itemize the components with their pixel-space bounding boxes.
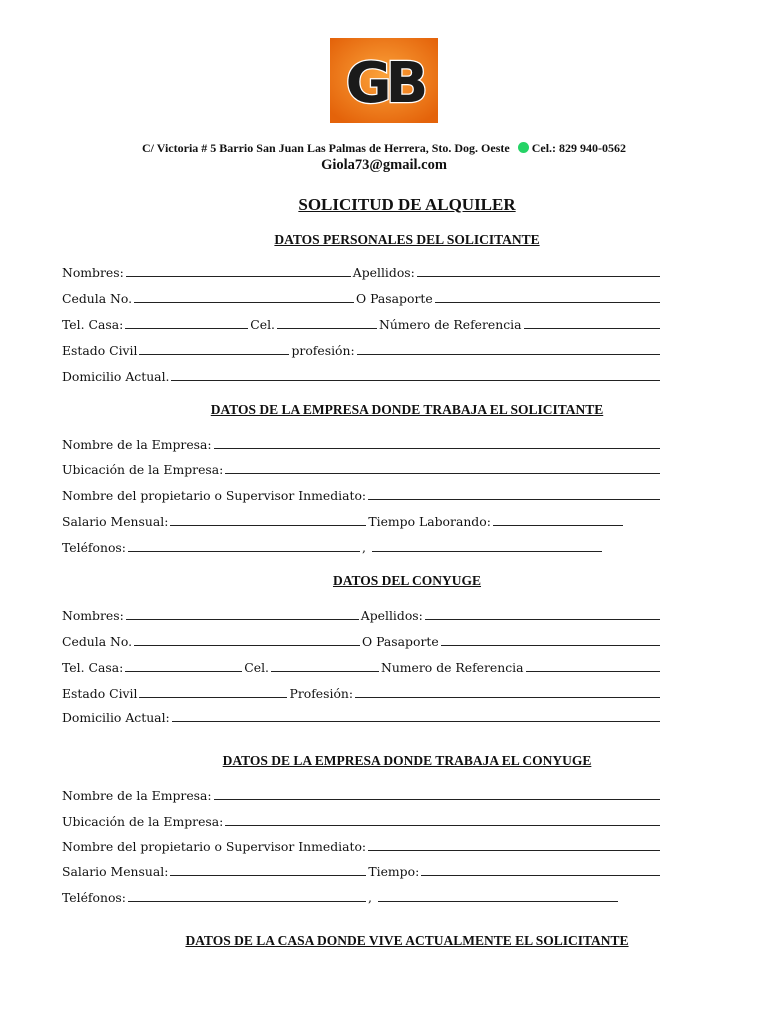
row-nombre-empresa	[62, 434, 662, 452]
field-tiempo-laborando[interactable]	[493, 525, 623, 526]
field-cel[interactable]	[277, 328, 377, 329]
field-propietario[interactable]	[368, 499, 660, 500]
row-salario-tiempo	[62, 511, 662, 529]
label-conyuge-nombre-empresa: Nombre de la Empresa:	[62, 788, 212, 803]
label-conyuge-propietario: Nombre del propietario o Supervisor Inmediato:	[62, 839, 367, 854]
label-conyuge-cel: Cel.	[244, 660, 269, 675]
row-propietario	[62, 485, 662, 503]
row-conyuge-domicilio	[62, 707, 662, 725]
field-conyuge-referencia[interactable]	[526, 671, 660, 672]
label-conyuge-pasaporte: O Pasaporte	[362, 634, 439, 649]
label-conyuge-tel-casa: Tel. Casa:	[62, 660, 124, 675]
row-estado-profesion	[62, 340, 662, 358]
field-conyuge-nombre-empresa[interactable]	[214, 799, 660, 800]
row-cedula-pasaporte	[62, 288, 662, 306]
label-domicilio: Domicilio Actual.	[62, 369, 170, 384]
field-conyuge-cedula[interactable]	[134, 645, 360, 646]
comma-separator: ,	[361, 540, 366, 555]
field-conyuge-propietario[interactable]	[368, 850, 660, 851]
email-text: Giola73@gmail.com	[321, 157, 447, 173]
label-conyuge-domicilio: Domicilio Actual:	[62, 710, 170, 725]
field-cedula[interactable]	[134, 302, 354, 303]
label-conyuge-ubicacion-empresa: Ubicación de la Empresa:	[62, 814, 224, 829]
row-conyuge-ubicacion-empresa	[62, 811, 662, 829]
field-conyuge-cel[interactable]	[271, 671, 379, 672]
label-apellidos: Apellidos:	[352, 265, 415, 280]
section-house-title: DATOS DE LA CASA DONDE VIVE ACTUALMENTE EL SOLICITANTE	[185, 933, 629, 948]
label-nombre-empresa: Nombre de la Empresa:	[62, 437, 212, 452]
label-cel: Cel.	[250, 317, 275, 332]
field-conyuge-tel-casa[interactable]	[125, 671, 242, 672]
label-conyuge-profesion: Profesión:	[289, 686, 354, 701]
label-propietario: Nombre del propietario o Supervisor Inmediato:	[62, 488, 367, 503]
field-domicilio[interactable]	[171, 380, 660, 381]
field-conyuge-tiempo[interactable]	[421, 875, 660, 876]
label-conyuge-referencia: Numero de Referencia	[380, 660, 524, 675]
field-conyuge-telefono-2[interactable]	[378, 901, 618, 902]
field-telefono-2[interactable]	[372, 551, 602, 552]
label-conyuge-apellidos: Apellidos:	[360, 608, 423, 623]
row-telefonos	[62, 314, 662, 332]
row-conyuge-nombre-empresa	[62, 785, 662, 803]
row-nombres-apellidos	[62, 262, 662, 280]
row-ubicacion-empresa	[62, 459, 662, 477]
section-spouse-employer-title: DATOS DE LA EMPRESA DONDE TRABAJA EL CONYUGE	[222, 753, 592, 768]
label-salario: Salario Mensual:	[62, 514, 169, 529]
label-conyuge-nombres: Nombres:	[62, 608, 124, 623]
logo-text: GB	[345, 51, 423, 116]
label-conyuge-telefonos: Teléfonos:	[62, 890, 126, 905]
company-logo	[330, 38, 438, 123]
label-estado-civil: Estado Civil	[62, 343, 138, 358]
field-salario[interactable]	[170, 525, 366, 526]
form-title: SOLICITUD DE ALQUILER	[298, 195, 516, 214]
row-telefonos-empresa	[62, 537, 662, 555]
field-conyuge-ubicacion-empresa[interactable]	[225, 825, 660, 826]
contact-line	[0, 141, 768, 156]
label-conyuge-salario: Salario Mensual:	[62, 864, 169, 879]
field-nombres[interactable]	[126, 276, 351, 277]
row-conyuge-cedula-pasaporte	[62, 631, 662, 649]
field-conyuge-domicilio[interactable]	[172, 721, 660, 722]
field-apellidos[interactable]	[417, 276, 660, 277]
field-conyuge-telefono-1[interactable]	[128, 901, 366, 902]
field-conyuge-salario[interactable]	[170, 875, 366, 876]
field-pasaporte[interactable]	[435, 302, 660, 303]
label-conyuge-cedula: Cedula No.	[62, 634, 133, 649]
label-conyuge-estado-civil: Estado Civil	[62, 686, 138, 701]
phone-text: Cel.: 829 940-0562	[531, 141, 627, 155]
label-referencia: Número de Referencia	[378, 317, 522, 332]
label-telefonos: Teléfonos:	[62, 540, 126, 555]
label-nombres: Nombres:	[62, 265, 124, 280]
field-referencia[interactable]	[524, 328, 660, 329]
section-spouse-title: DATOS DEL CONYUGE	[332, 573, 482, 588]
field-conyuge-profesion[interactable]	[355, 697, 660, 698]
field-telefono-1[interactable]	[128, 551, 360, 552]
label-cedula: Cedula No.	[62, 291, 133, 306]
row-conyuge-estado-profesion	[62, 683, 662, 701]
row-conyuge-telefonos	[62, 657, 662, 675]
field-conyuge-nombres[interactable]	[126, 619, 359, 620]
address-text: C/ Victoria # 5 Barrio San Juan Las Palmas de Herrera, Sto. Dog. Oeste	[141, 141, 510, 155]
row-conyuge-propietario	[62, 836, 662, 854]
field-conyuge-pasaporte[interactable]	[441, 645, 660, 646]
label-ubicacion-empresa: Ubicación de la Empresa:	[62, 462, 224, 477]
field-conyuge-estado-civil[interactable]	[139, 697, 287, 698]
field-tel-casa[interactable]	[125, 328, 248, 329]
comma-separator: ,	[367, 890, 372, 905]
section-personal-title: DATOS PERSONALES DEL SOLICITANTE	[274, 232, 540, 247]
row-conyuge-salario-tiempo	[62, 861, 662, 879]
row-domicilio	[62, 366, 662, 384]
row-conyuge-telefonos-empresa	[62, 887, 662, 905]
label-tiempo-laborando: Tiempo Laborando:	[368, 514, 491, 529]
label-pasaporte: O Pasaporte	[356, 291, 433, 306]
field-ubicacion-empresa[interactable]	[225, 473, 660, 474]
label-profesion: profesión:	[291, 343, 355, 358]
section-employer-title: DATOS DE LA EMPRESA DONDE TRABAJA EL SOLICITANTE	[210, 402, 604, 417]
field-conyuge-apellidos[interactable]	[425, 619, 660, 620]
row-conyuge-nombres-apellidos	[62, 605, 662, 623]
label-tel-casa: Tel. Casa:	[62, 317, 124, 332]
field-nombre-empresa[interactable]	[214, 448, 660, 449]
label-conyuge-tiempo: Tiempo:	[368, 864, 420, 879]
whatsapp-icon	[518, 142, 529, 153]
field-profesion[interactable]	[357, 354, 660, 355]
field-estado-civil[interactable]	[139, 354, 289, 355]
